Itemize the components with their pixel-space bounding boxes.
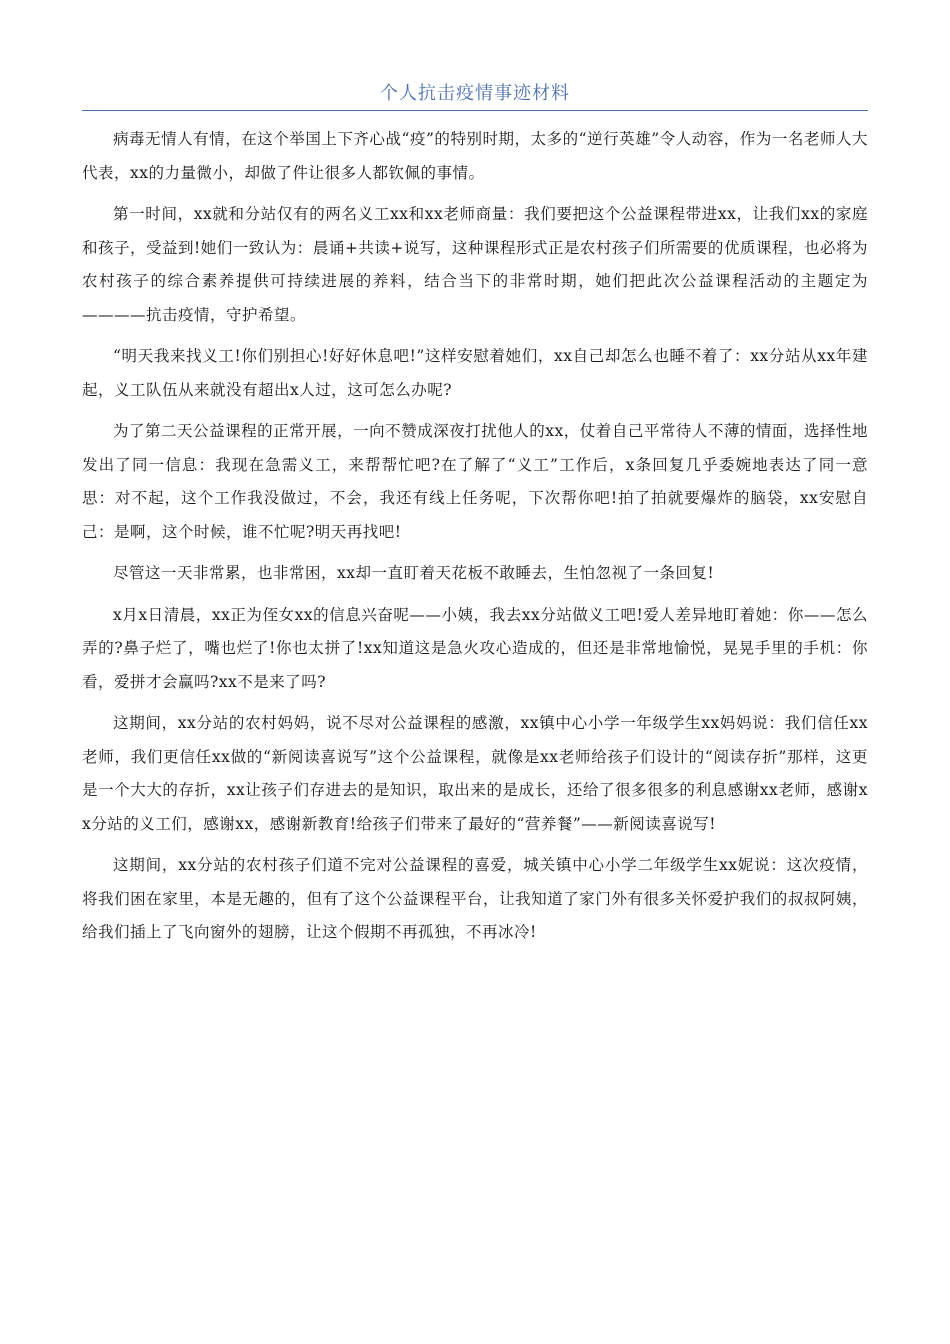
- paragraph: 这期间，xx分站的农村孩子们道不完对公益课程的喜爱，城关镇中心小学二年级学生xx妮说：这次疫情，将我们困在家里，本是无趣的，但有了这个公益课程平台，让我知道了家门外有很多关怀爱护我们的叔叔阿姨，给我们插上了飞向窗外的翅膀，让这个假期不再孤独，不再冰冷!: [82, 856, 868, 941]
- page-title: 个人抗击疫情事迹材料: [380, 83, 570, 104]
- paragraph: 病毒无情人有情，在这个举国上下齐心战“疫”的特别时期，太多的“逆行英雄”令人动容，作为一名老师人大代表，xx的力量微小，却做了件让很多人都钦佩的事情。: [82, 130, 868, 182]
- paragraph: 第一时间，xx就和分站仅有的两名义工xx和xx老师商量：我们要把这个公益课程带进xx，让我们xx的家庭和孩子，受益到!她们一致认为：晨诵+共读+说写，这种课程形式正是农村孩子们所需要的优质课程，也必将为农村孩子的综合素养提供可持续进展的养料，结合当下的非常时期，她们把此次公益课程活动的主题定为————抗击疫情，守护希望。: [82, 205, 868, 324]
- paragraph: 为了第二天公益课程的正常开展，一向不赞成深夜打扰他人的xx，仗着自己平常待人不薄的情面，选择性地发出了同一信息：我现在急需义工，来帮帮忙吧?在了解了“义工”工作后，x条回复几乎委婉地表达了同一意思：对不起，这个工作我没做过，不会，我还有线上任务呢，下次帮你吧!拍了拍就要爆炸的脑袋，xx安慰自己：是啊，这个时候，谁不忙呢?明天再找吧!: [82, 422, 868, 541]
- paragraph: 这期间，xx分站的农村妈妈，说不尽对公益课程的感激，xx镇中心小学一年级学生xx妈妈说：我们信任xx老师，我们更信任xx做的“新阅读喜说写”这个公益课程，就像是xx老师给孩子们设计的“阅读存折”那样，这更是一个大大的存折，xx让孩子们存进去的是知识，取出来的是成长，还给了很多很多的利息感谢xx老师，感谢xx分站的义工们，感谢xx，感谢新教育!给孩子们带来了最好的“营养餐”——新阅读喜说写!: [82, 714, 868, 833]
- paragraph: 尽管这一天非常累，也非常困，xx却一直盯着天花板不敢睡去，生怕忽视了一条回复!: [113, 564, 715, 582]
- page-header: [82, 80, 868, 111]
- document-body: [82, 123, 868, 950]
- paragraph: “明天我来找义工!你们别担心!好好休息吧!”这样安慰着她们，xx自己却怎么也睡不着了：xx分站从xx年建起，义工队伍从来就没有超出x人过，这可怎么办呢?: [82, 347, 868, 399]
- paragraph: x月x日清晨，xx正为侄女xx的信息兴奋呢——小姨，我去xx分站做义工吧!爱人差异地盯着她：你——怎么弄的?鼻子烂了，嘴也烂了!你也太拼了!xx知道这是急火攻心造成的，但还是非常地愉悦，晃晃手里的手机：你看，爱拼才会赢吗?xx不是来了吗?: [82, 605, 868, 691]
- document-page: [82, 0, 868, 958]
